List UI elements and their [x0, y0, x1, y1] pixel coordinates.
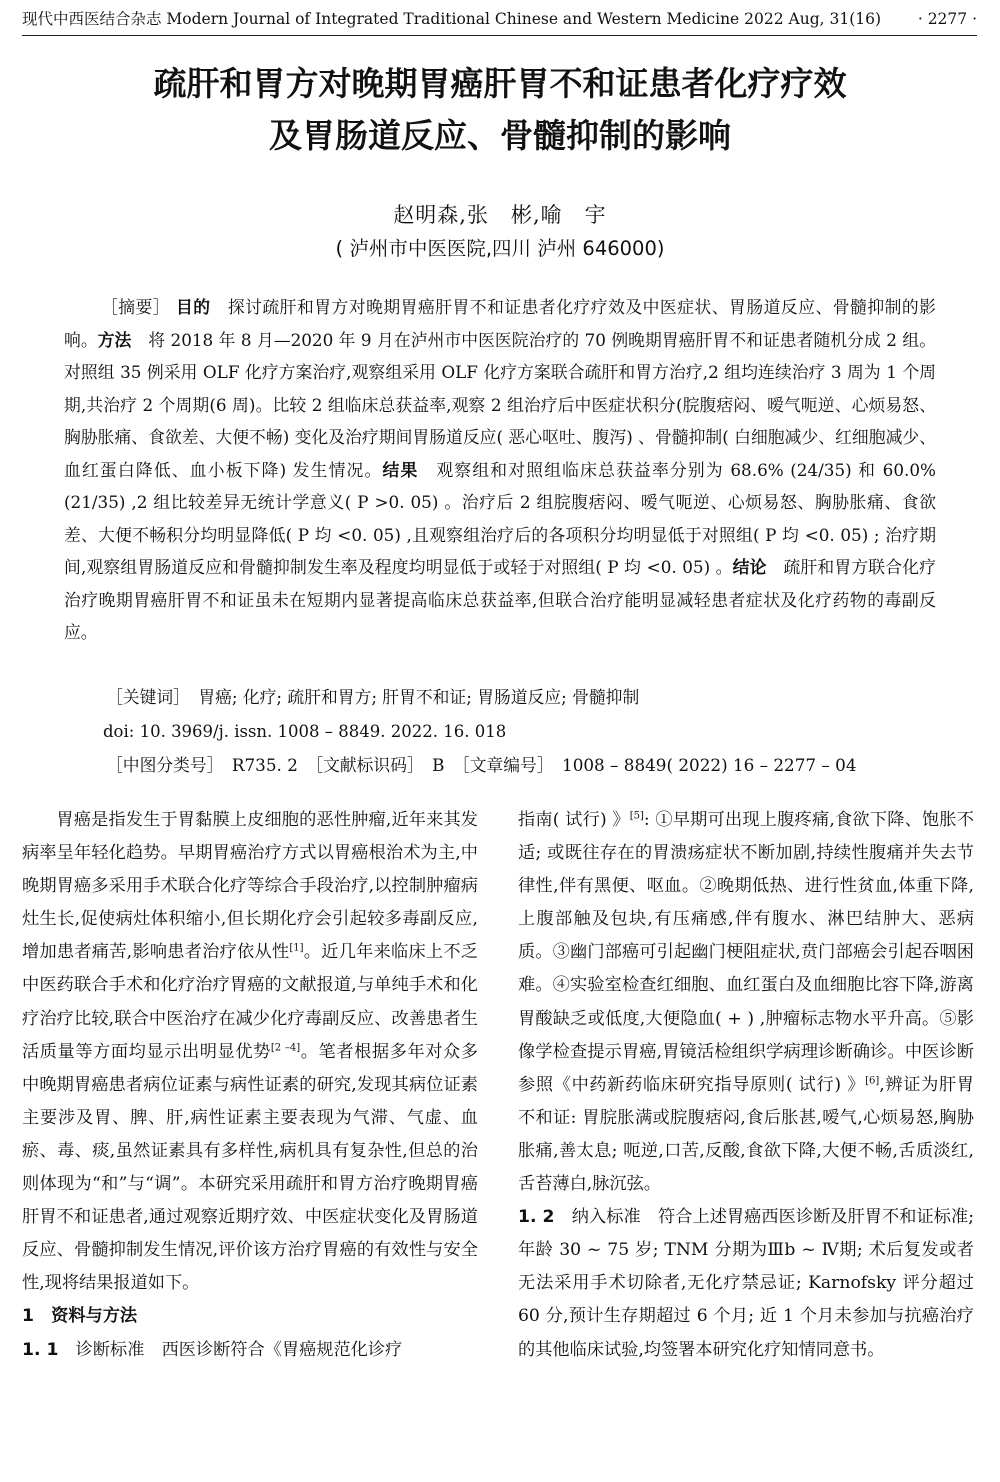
doc-code-value: B [432, 755, 445, 775]
classification [106, 750, 966, 780]
article-no-label: ［文章编号］ [461, 755, 546, 775]
keywords [106, 682, 946, 712]
citation-2-4: [2 –4] [270, 1041, 301, 1053]
section-1-1 [22, 1334, 478, 1367]
abstract-label: ［摘要］ [100, 297, 171, 317]
body-column-right [518, 804, 974, 1476]
abstract [64, 291, 936, 649]
title-line-1: 疏肝和胃方对晚期胃癌肝胃不和证患者化疗疗效 [153, 64, 847, 103]
result-text: 观察组和对照组临床总获益率分别为 68.6% (24/35) 和 60.0%(21/35) ,2 组比较差异无统计学意义( P >0. 05) 。治疗后 2 组脘腹痞闷、嗳气呃逆、心烦易怒、胸胁胀痛、食欲差、大便不畅积分均明显降低( P 均 <0. 05) ,且观察组治疗后的各项积分均明显低于对照组( P 均 <0. 05) ; 治疗期间,观察组胃肠道反应和骨髓抑制发生率及程度均明显低于或轻于对照组( P 均 <0. 05) 。 [64, 459, 936, 577]
section-1-2-text: 符合上述胃癌西医诊断及肝胃不和证标准; 年龄 30 ~ 75 岁; TNM 分期为Ⅲb ~ Ⅳ期; 术后复发或者无法采用手术切除者,无化疗禁忌证; Karnofsky 评分超过 60 分,预计生存期超过 6 个月; 近 1 个月未参加与抗癌治疗的其他临床试验,均签署本研究化疗知情同意书。 [518, 1207, 974, 1360]
intro-text-1: 胃癌是指发生于胃黏膜上皮细胞的恶性肿瘤,近年来其发病率呈年轻化趋势。早期胃癌治疗方式以胃癌根治术为主,中晚期胃癌多采用手术联合化疗等综合手段治疗,以控制肿瘤病灶生长,促使病灶体积缩小,但长期化疗会引起较多毒副反应,增加患者痛苦,影响患者治疗依从性 [22, 810, 478, 963]
method-label: 方法 [97, 329, 132, 350]
diagnosis-text-2: : ①早期可出现上腹疼痛,食欲下降、饱胀不适; 或既往存在的胃溃疡症状不断加剧,持续性腹痛并失去节律性,伴有黑便、呕血。②晚期低热、进行性贫血,体重下降,上腹部触及包块,有压痛感,伴有腹水、淋巴结肿大、恶病质。③幽门部癌可引起幽门梗阻症状,贲门部癌会引起吞咽困难。④实验室检查红细胞、血红蛋白及血细胞比容下降,游离胃酸缺乏或低度,大便隐血( + ) ,肿瘤标志物水平升高。⑤影像学检查提示胃癌,胃镜活检组织学病理诊断确诊。中医诊断参照《中药新药临床研究指导原则( 试行) 》 [518, 810, 974, 1095]
keywords-text: 胃癌; 化疗; 疏肝和胃方; 肝胃不和证; 胃肠道反应; 骨髓抑制 [198, 687, 640, 707]
section-1-1-text: 西医诊断符合《胃癌规范化诊疗 [161, 1339, 403, 1360]
section-1-1-title: 诊断标准 [75, 1339, 145, 1360]
section-1-1-number: 1. 1 [22, 1339, 59, 1360]
article-title [40, 58, 960, 162]
section-1-2-number: 1. 2 [518, 1207, 555, 1228]
affiliation: ( 泸州市中医医院,四川 泸州 646000) [335, 237, 665, 260]
clc-value: R735. 2 [231, 755, 298, 775]
diagnosis-paragraph [518, 804, 974, 1201]
title-line-2: 及胃肠道反应、骨髓抑制的影响 [269, 116, 731, 155]
conclusion-text: 疏肝和胃方联合化疗治疗晚期胃癌肝胃不和证虽未在短期内显著提高临床总获益率,但联合治疗能明显减轻患者症状及化疗药物的毒副反应。 [64, 557, 936, 642]
intro-paragraph [22, 804, 478, 1300]
objective-text: 探讨疏肝和胃方对晚期胃癌肝胃不和证患者化疗疗效及中医症状、胃肠道反应、骨髓抑制的影响。 [64, 297, 936, 350]
diagnosis-text-3: ,辨证为肝胃不和证: 胃脘胀满或脘腹痞闷,食后胀甚,嗳气,心烦易怒,胸胁胀痛,善太息; 呃逆,口苦,反酸,食欲下降,大便不畅,舌质淡红,舌苔薄白,脉沉弦。 [518, 1074, 974, 1195]
clc-label: ［中图分类号］ [106, 755, 216, 775]
page-number: · 2277 · [917, 10, 977, 28]
diagnosis-text-1: 指南( 试行) 》 [518, 810, 630, 830]
body-column-left [22, 804, 478, 1476]
journal-info: 现代中西医结合杂志 Modern Journal of Integrated Traditional Chinese and Western Medicine 2022 Aug, 31(16) [22, 10, 882, 28]
article-no-value: 1008 – 8849( 2022) 16 – 2277 – 04 [562, 755, 857, 775]
section-heading-1: 1 资料与方法 [22, 1306, 138, 1327]
conclusion-label: 结论 [732, 557, 767, 577]
method-text: 将 2018 年 8 月—2020 年 9 月在泸州市中医医院治疗的 70 例晚期胃癌肝胃不和证患者随机分成 2 组。对照组 35 例采用 OLF 化疗方案治疗,观察组采用 OLF 化疗方案联合疏肝和胃方治疗,2 组均连续治疗 3 周为 1 个周期,共治疗 2 个周期(6 周)。比较 2 组临床总获益率,观察 2 组治疗后中医症状积分(脘腹痞闷、嗳气呃逆、心烦易怒、胸胁胀痛、食欲差、大便不畅) 变化及治疗期间胃肠道反应( 恶心呕吐、腹泻) 、骨髓抑制( 白细胞减少、红细胞减少、血红蛋白降低、血小板下降) 发生情况。 [64, 329, 936, 480]
intro-text-3: 。笔者根据多年对众多中晚期胃癌患者病位证素与病性证素的研究,发现其病位证素主要涉及胃、脾、肝,病性证素主要表现为气滞、气虚、血瘀、毒、痰,虽然证素具有多样性,病机具有复杂性,但总的治则体现为“和”与“调”。本研究采用疏肝和胃方治疗晚期胃癌肝胃不和证患者,通过观察近期疗效、中医症状变化及胃肠道反应、骨髓抑制发生情况,评价该方治疗胃癌的有效性与安全性,现将结果报道如下。 [22, 1041, 478, 1294]
objective-label: 目的 [175, 297, 211, 317]
citation-6: [6] [865, 1075, 880, 1087]
intro-text-2: 。近几年来临床上不乏中医药联合手术和化疗治疗胃癌的文献报道,与单纯手术和化疗治疗比较,联合中医治疗在减少化疗毒副反应、改善患者生活质量等方面均显示出明显优势 [22, 942, 478, 1062]
citation-5: [5] [629, 810, 644, 822]
doi: doi: 10. 3969/j. issn. 1008 – 8849. 2022. 16. 018 [103, 722, 507, 741]
doc-code-label: ［文献标识码］ [314, 755, 416, 775]
keywords-label: ［关键词］ [106, 687, 182, 707]
header-divider [22, 35, 977, 36]
running-header [22, 6, 977, 32]
section-1-2 [518, 1201, 974, 1366]
abstract-paragraph [64, 291, 936, 649]
citation-1: [1] [289, 942, 304, 954]
authors: 赵明森,张 彬,喻 宇 [393, 203, 607, 227]
result-label: 结果 [382, 459, 419, 480]
section-1-2-title: 纳入标准 [571, 1207, 641, 1228]
